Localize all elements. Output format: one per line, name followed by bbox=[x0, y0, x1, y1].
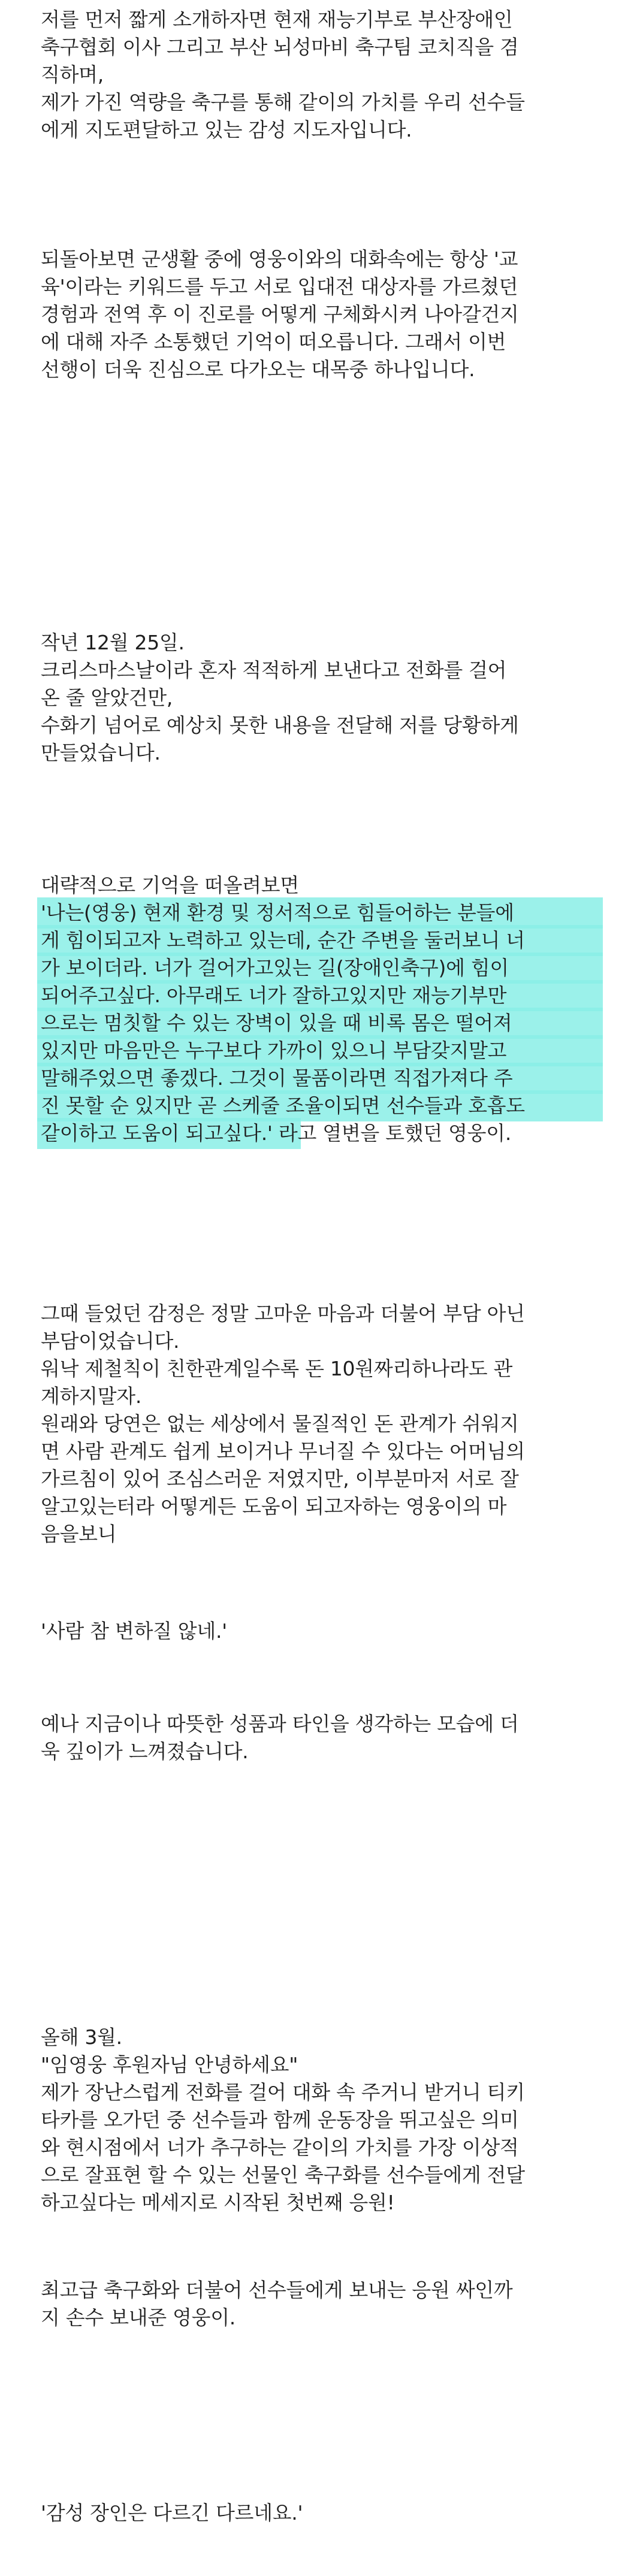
text-line: 에게 지도편달하고 있는 감성 지도자입니다. bbox=[41, 118, 412, 141]
text-line: 크리스마스날이라 혼자 적적하게 보낸다고 전화를 걸어 bbox=[41, 658, 507, 682]
march-paragraph bbox=[41, 2024, 604, 2217]
text-line: 워낙 제철칙이 친한관계일수록 돈 10원짜리하나라도 관 bbox=[41, 1357, 513, 1380]
text-line: 저를 먼저 짧게 소개하자면 현재 재능기부로 부산장애인 bbox=[41, 8, 513, 31]
text-line: 육'이라는 키워드를 두고 서로 입대전 대상자를 가르쳤던 bbox=[41, 275, 518, 298]
december-paragraph bbox=[41, 629, 604, 767]
saying-paragraph bbox=[41, 1617, 604, 1645]
quote-line: 가 보이더라. 너가 걸어가고있는 길(장애인축구)에 힘이 bbox=[41, 956, 509, 979]
saying-line: '사람 참 변하질 않네.' bbox=[41, 1619, 227, 1643]
quote-line: 되어주고싶다. 아무래도 너가 잘하고있지만 재능기부만 bbox=[41, 984, 507, 1007]
text-line: 원래와 당연은 없는 세상에서 물질적인 돈 관계가 쉬워지 bbox=[41, 1412, 519, 1435]
text-line: 온 줄 알았건만, bbox=[41, 686, 173, 709]
text-line: 대략적으로 기억을 떠올려보면 bbox=[41, 873, 299, 897]
quote-line: 있지만 마음만은 누구보다 가까이 있으니 부담갖지말고 bbox=[41, 1039, 507, 1062]
text-line: 경험과 전역 후 이 진로를 어떻게 구체화시켜 나아갈건지 bbox=[41, 303, 519, 326]
text-line: 축구협회 이사 그리고 부산 뇌성마비 축구팀 코치직을 겸 bbox=[41, 35, 519, 59]
quote-line: 말해주었으면 좋겠다. 그것이 물품이라면 직접가져다 주 bbox=[41, 1066, 513, 1090]
text-line: 가르침이 있어 조심스러운 저였지만, 이부분마저 서로 잘 bbox=[41, 1467, 519, 1490]
date-line: 작년 12월 25일. bbox=[41, 631, 185, 654]
text-line: 선행이 더욱 진심으로 다가오는 대목중 하나입니다. bbox=[41, 358, 475, 381]
text-line: 제가 장난스럽게 전화를 걸어 대화 속 주거니 받거니 티키 bbox=[41, 2081, 525, 2104]
quote-end: 같이하고 도움이 되고싶다.' bbox=[41, 1121, 273, 1145]
text-line: 만들었습니다. bbox=[41, 741, 161, 764]
highlighted-quote bbox=[41, 899, 604, 1147]
intro-paragraph bbox=[41, 6, 604, 144]
quote-line: 진 못할 순 있지만 곧 스케줄 조율이되면 선수들과 호흡도 bbox=[41, 1094, 525, 1117]
text-line: 에 대해 자주 소통했던 기억이 떠오릅니다. 그래서 이번 bbox=[41, 330, 506, 353]
text-line: "임영웅 후원자님 안녕하세요" bbox=[41, 2053, 298, 2076]
text-line: 되돌아보면 군생활 중에 영웅이와의 대화속에는 항상 '교 bbox=[41, 247, 518, 271]
text-line: 면 사람 관계도 쉽게 보이거나 무너질 수 있다는 어머님의 bbox=[41, 1440, 525, 1463]
date-line: 올해 3월. bbox=[41, 2025, 122, 2049]
quote-line: 으로는 멈칫할 수 있는 장벽이 있을 때 비록 몸은 떨어져 bbox=[41, 1011, 512, 1035]
closing-paragraph bbox=[41, 2499, 604, 2527]
text-line: 수화기 넘어로 예상치 못한 내용을 전달해 저를 당황하게 bbox=[41, 713, 519, 737]
text-line: 직하며, bbox=[41, 63, 104, 86]
text-line: 와 현시점에서 너가 추구하는 같이의 가치를 가장 이상적 bbox=[41, 2136, 519, 2159]
text-line: 타카를 오가던 중 선수들과 함께 운동장을 뛰고싶은 의미 bbox=[41, 2108, 519, 2131]
quote-paragraph bbox=[41, 872, 604, 1147]
reflection-paragraph bbox=[41, 246, 604, 383]
text-line: 예나 지금이나 따뜻한 성품과 타인을 생각하는 모습에 더 bbox=[41, 1712, 519, 1736]
quote-line: 게 힘이되고자 노력하고 있는데, 순간 주변을 둘러보니 너 bbox=[41, 929, 525, 952]
text-line: 최고급 축구화와 더불어 선수들에게 보내는 응원 싸인까 bbox=[41, 2278, 513, 2302]
text-line: 으로 잘표현 할 수 있는 선물인 축구화를 선수들에게 전달 bbox=[41, 2163, 525, 2187]
quote-line: '나는(영웅) 현재 환경 및 정서적으로 힘들어하는 분들에 bbox=[41, 901, 514, 924]
quote-last-line bbox=[41, 1120, 604, 1147]
gift-paragraph bbox=[41, 2276, 604, 2332]
text-line: 부담이었습니다. bbox=[41, 1329, 180, 1353]
text-line: 계하지말자. bbox=[41, 1384, 142, 1408]
text-line: 음을보니 bbox=[41, 1522, 117, 1546]
text-line: 지 손수 보내준 영웅이. bbox=[41, 2306, 236, 2329]
text-line: 하고싶다는 메세지로 시작된 첫번째 응원! bbox=[41, 2191, 395, 2214]
text-line: 욱 깊이가 느껴졌습니다. bbox=[41, 1740, 249, 1763]
text-line: 제가 가진 역량을 축구를 통해 같이의 가치를 우리 선수들 bbox=[41, 90, 525, 114]
warmth-paragraph bbox=[41, 1710, 604, 1765]
text-line: 그때 들었던 감정은 정말 고마운 마음과 더불어 부담 아닌 bbox=[41, 1302, 525, 1325]
quote-tail: 라고 열변을 토했던 영웅이. bbox=[272, 1121, 512, 1145]
feeling-paragraph bbox=[41, 1300, 604, 1548]
closing-line: '감성 장인은 다르긴 다르네요.' bbox=[41, 2501, 303, 2524]
text-line: 알고있는터라 어떻게든 도움이 되고자하는 영웅이의 마 bbox=[41, 1495, 507, 1518]
